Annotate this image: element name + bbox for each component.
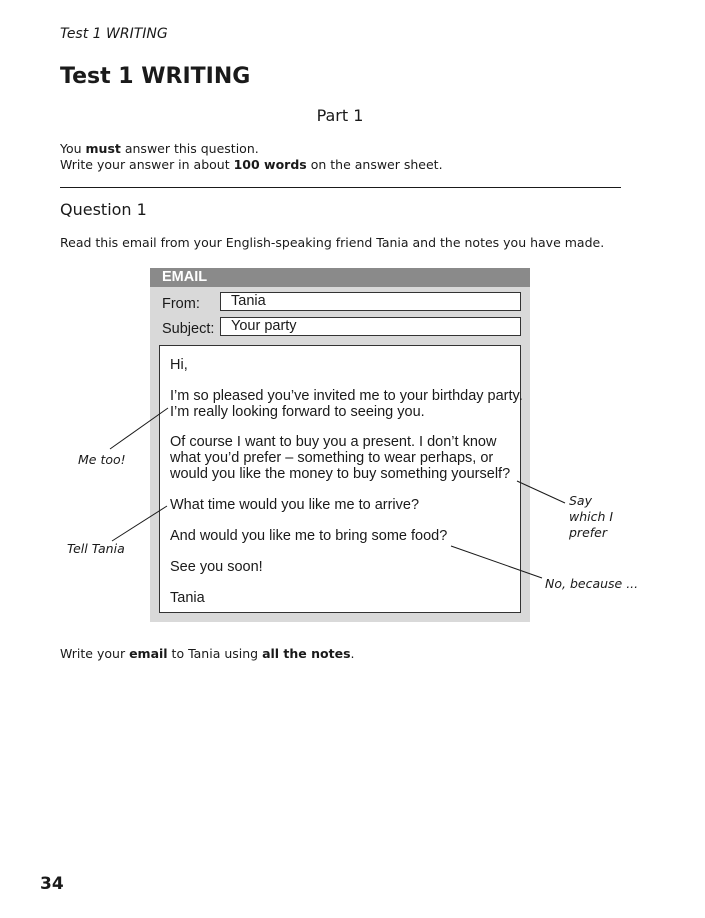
subject-value: Your party <box>231 318 297 334</box>
instruction-text: You <box>60 141 86 156</box>
connector-tell-tania <box>112 506 167 541</box>
note-tell-tania: Tell Tania <box>67 541 125 556</box>
footer-emphasis: email <box>129 646 168 661</box>
running-head: Test 1 WRITING <box>60 26 168 42</box>
subject-label: Subject: <box>162 321 215 337</box>
question-title: Question 1 <box>60 200 147 219</box>
connector-me-too <box>110 408 168 449</box>
email-line: I’m so pleased you’ve invited me to your birthday party. <box>170 388 523 404</box>
footer-text: . <box>350 646 355 661</box>
note-no-because: No, because ... <box>545 576 639 591</box>
note-say-which-line-1: Say <box>569 493 592 508</box>
email-line: What time would you like me to arrive? <box>170 497 420 513</box>
instruction-emphasis: must <box>85 141 121 156</box>
footer-text: Write your <box>60 646 130 661</box>
email-line: See you soon! <box>170 559 263 575</box>
instruction-text: on the answer sheet. <box>306 157 443 172</box>
email-line: Hi, <box>170 357 188 373</box>
page-title: Test 1 WRITING <box>60 64 251 89</box>
footer-instruction <box>60 646 355 661</box>
footer-text: to Tania using <box>167 646 263 661</box>
note-say-which-line-2: which I <box>569 509 614 524</box>
connector-say-which <box>517 481 565 503</box>
connector-no-because <box>451 546 542 578</box>
email-line: would you like the money to buy something yourself? <box>170 466 511 482</box>
email-line: Of course I want to buy you a present. I don’t know <box>170 434 497 450</box>
page-number: 34 <box>40 874 64 894</box>
note-say-which-line-3: prefer <box>569 525 607 540</box>
email-header-label: EMAIL <box>162 269 208 285</box>
from-label: From: <box>162 296 200 312</box>
footer-emphasis: all the notes <box>262 646 351 661</box>
email-line: And would you like me to bring some food? <box>170 528 448 544</box>
instruction-text: Write your answer in about <box>60 157 234 172</box>
instruction-text: answer this question. <box>120 141 259 156</box>
part-heading: Part 1 <box>316 106 364 125</box>
email-line: what you’d prefer – something to wear perhaps, or <box>170 450 494 466</box>
from-value: Tania <box>231 293 266 309</box>
question-intro: Read this email from your English-speaking friend Tania and the notes you have made. <box>60 235 605 250</box>
note-me-too: Me too! <box>78 452 126 467</box>
email-line: Tania <box>170 590 205 606</box>
email-line: I’m really looking forward to seeing you. <box>170 404 425 420</box>
instruction-emphasis: 100 words <box>233 157 307 172</box>
